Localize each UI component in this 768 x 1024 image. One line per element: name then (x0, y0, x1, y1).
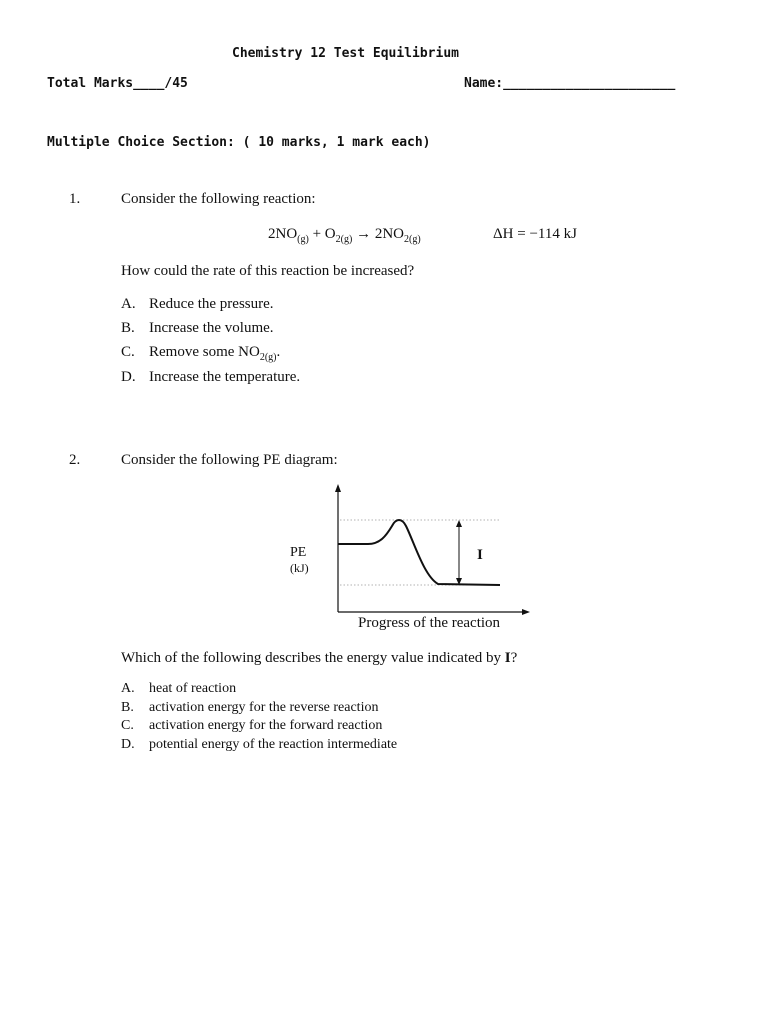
x-axis-arrow (522, 609, 530, 615)
eq-reactant-o2: + O (312, 226, 336, 242)
eq-sub: 2(g) (403, 234, 421, 245)
option-letter: C. (121, 344, 135, 360)
q1-option-a[interactable] (121, 296, 274, 313)
pe-axis-label: PE (290, 545, 307, 560)
option-text: Reduce the pressure. (149, 296, 274, 312)
q1-intro: Consider the following reaction: (121, 191, 316, 207)
option-sub: 2(g) (259, 352, 277, 363)
option-letter: D. (121, 737, 135, 752)
option-text: potential energy of the reaction intermediate (149, 737, 398, 752)
eq-product-no2: → 2NO (356, 226, 404, 242)
page-title: Chemistry 12 Test Equilibrium (232, 46, 459, 61)
q2-question-mark: ? (510, 650, 518, 666)
energy-arrow-head-top (456, 520, 462, 527)
option-text: Increase the temperature. (149, 369, 301, 385)
pe-axis-unit: (kJ) (290, 561, 309, 575)
q2-option-d[interactable] (121, 737, 397, 753)
name-field[interactable]: Name:______________________ (464, 76, 676, 91)
q1-question: How could the rate of this reaction be increased? (121, 263, 415, 279)
q2-option-a[interactable] (121, 681, 236, 697)
energy-curve (338, 520, 500, 585)
option-text: activation energy for the reverse reaction (149, 700, 379, 715)
y-axis-arrow (335, 484, 341, 492)
q1-option-b[interactable] (121, 320, 274, 337)
total-marks-field[interactable]: Total Marks____/45 (47, 76, 188, 91)
option-text: Increase the volume. (149, 320, 274, 336)
eq-sub: (g) (297, 234, 309, 245)
option-letter: D. (121, 369, 136, 385)
option-text: heat of reaction (149, 681, 237, 696)
q2-question-marker: I (504, 650, 511, 666)
q2-option-c[interactable] (121, 718, 382, 734)
option-letter: A. (121, 681, 135, 696)
reaction-progress-label: Progress of the reaction (358, 615, 501, 631)
eq-sub: 2(g) (335, 234, 353, 245)
q1-option-d[interactable] (121, 369, 300, 386)
energy-marker-label: I (477, 547, 483, 563)
section-title: Multiple Choice Section: ( 10 marks, 1 mark each) (47, 135, 431, 150)
q2-question (121, 650, 517, 667)
q2-option-b[interactable] (121, 700, 378, 716)
q1-enthalpy: ΔH = −114 kJ (493, 226, 577, 242)
q2-intro: Consider the following PE diagram: (121, 452, 338, 468)
option-letter: B. (121, 700, 134, 715)
q1-number: 1. (69, 191, 81, 207)
q2-question-text: Which of the following describes the energy value indicated by (121, 650, 505, 666)
q2-number: 2. (69, 452, 81, 468)
option-letter: B. (121, 320, 135, 336)
option-text: activation energy for the forward reaction (149, 718, 383, 733)
option-tail: . (276, 344, 281, 360)
q1-equation (268, 226, 421, 245)
q1-option-c[interactable] (121, 344, 280, 363)
eq-reactant-no: 2NO (268, 226, 298, 242)
option-letter: C. (121, 718, 134, 733)
option-letter: A. (121, 296, 136, 312)
option-text: Remove some NO (149, 344, 260, 360)
